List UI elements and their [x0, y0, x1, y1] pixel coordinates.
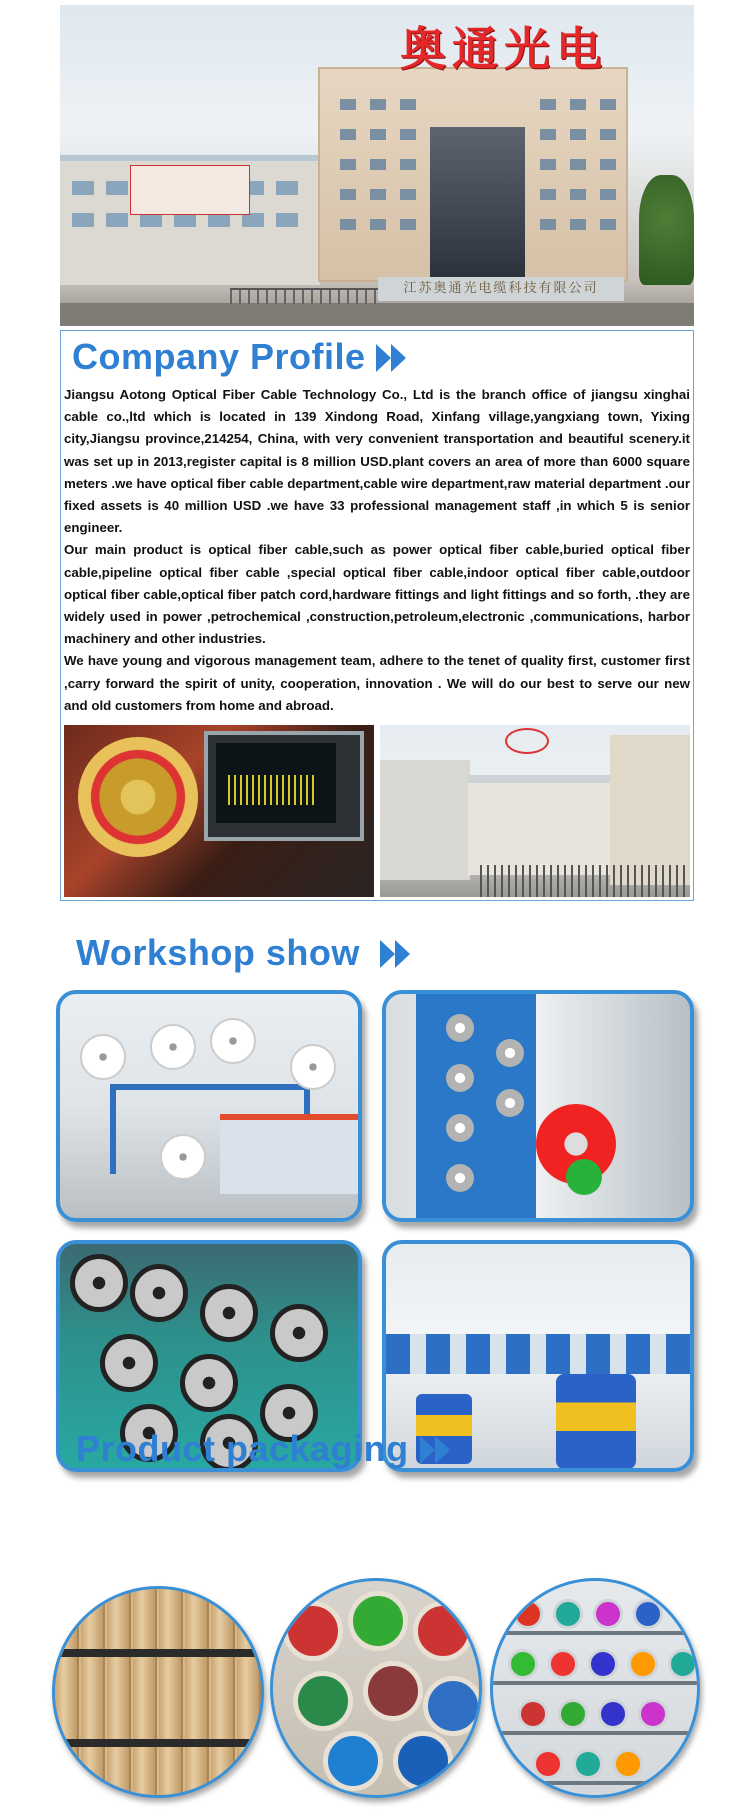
oscilloscope	[204, 731, 364, 841]
company-name-plaque: 江苏奥通光电缆科技有限公司	[378, 277, 624, 301]
fiber-spool	[78, 737, 198, 857]
rooftop-company-sign: 奥通光电	[400, 22, 608, 76]
factory-entrance-photo	[380, 725, 690, 897]
double-chevron-right-icon	[420, 1436, 450, 1464]
factory-gate	[230, 288, 380, 304]
red-notice-board	[130, 165, 250, 215]
double-chevron-right-icon	[380, 940, 410, 968]
profile-paragraph: Our main product is optical fiber cable,such as power optical fiber cable,buried optical fiber cable,pipeline optical fiber cable ,special optical fiber cable,indoor optical fiber cable,outdoor optical fiber cable,optical fiber patch cord,hardware fittings and light fittings and so forth, .they are widely used in power ,petrochemical ,construction,petroleum,electronic ,communications, harbor machinery and other industries.	[64, 542, 690, 647]
workshop-show-title: Workshop show	[76, 932, 360, 973]
factory-hero-photo	[60, 5, 694, 326]
product-packaging-title: Product packaging	[76, 1428, 409, 1469]
road	[60, 303, 694, 326]
tree	[639, 175, 694, 285]
profile-paragraph: Jiangsu Aotong Optical Fiber Cable Technology Co., Ltd is the branch office of jiangsu xinghai cable co.,ltd which is located in 139 Xindong Road, Xinfang village,yangxiang town, Yixing city,Jiangsu province,214254, China, with very convenient transportation and beautiful scenery.it was set up in 2013,register capital is 8 million USD.plant covers an area of more than 6000 square meters .we have optical fiber cable department,cable wire department,raw material department .our fixed assets is 40 million USD .we have 33 professional management staff ,in which 5 is senior engineer.	[64, 387, 690, 536]
fiber-testing-photo	[64, 725, 374, 897]
company-logo-mark	[505, 728, 549, 754]
company-profile-text	[64, 384, 690, 717]
double-chevron-right-icon	[376, 344, 406, 372]
profile-paragraph: We have young and vigorous management team, adhere to the tenet of quality first, customer first ,carry forward the spirit of unity, cooperation, innovation . We will do our best to serve our new and old customers from home and abroad.	[64, 653, 690, 713]
packaging-photo-patch-cord-shelves	[490, 1578, 700, 1798]
workshop-photo-stranding-machine	[382, 990, 694, 1222]
company-profile-title: Company Profile	[72, 336, 366, 377]
workshop-photo-cabling-machine	[56, 990, 362, 1222]
office-tower	[318, 67, 628, 282]
packaging-photo-cable-rolls	[270, 1578, 482, 1798]
packaging-photo-wooden-drum	[52, 1586, 264, 1798]
